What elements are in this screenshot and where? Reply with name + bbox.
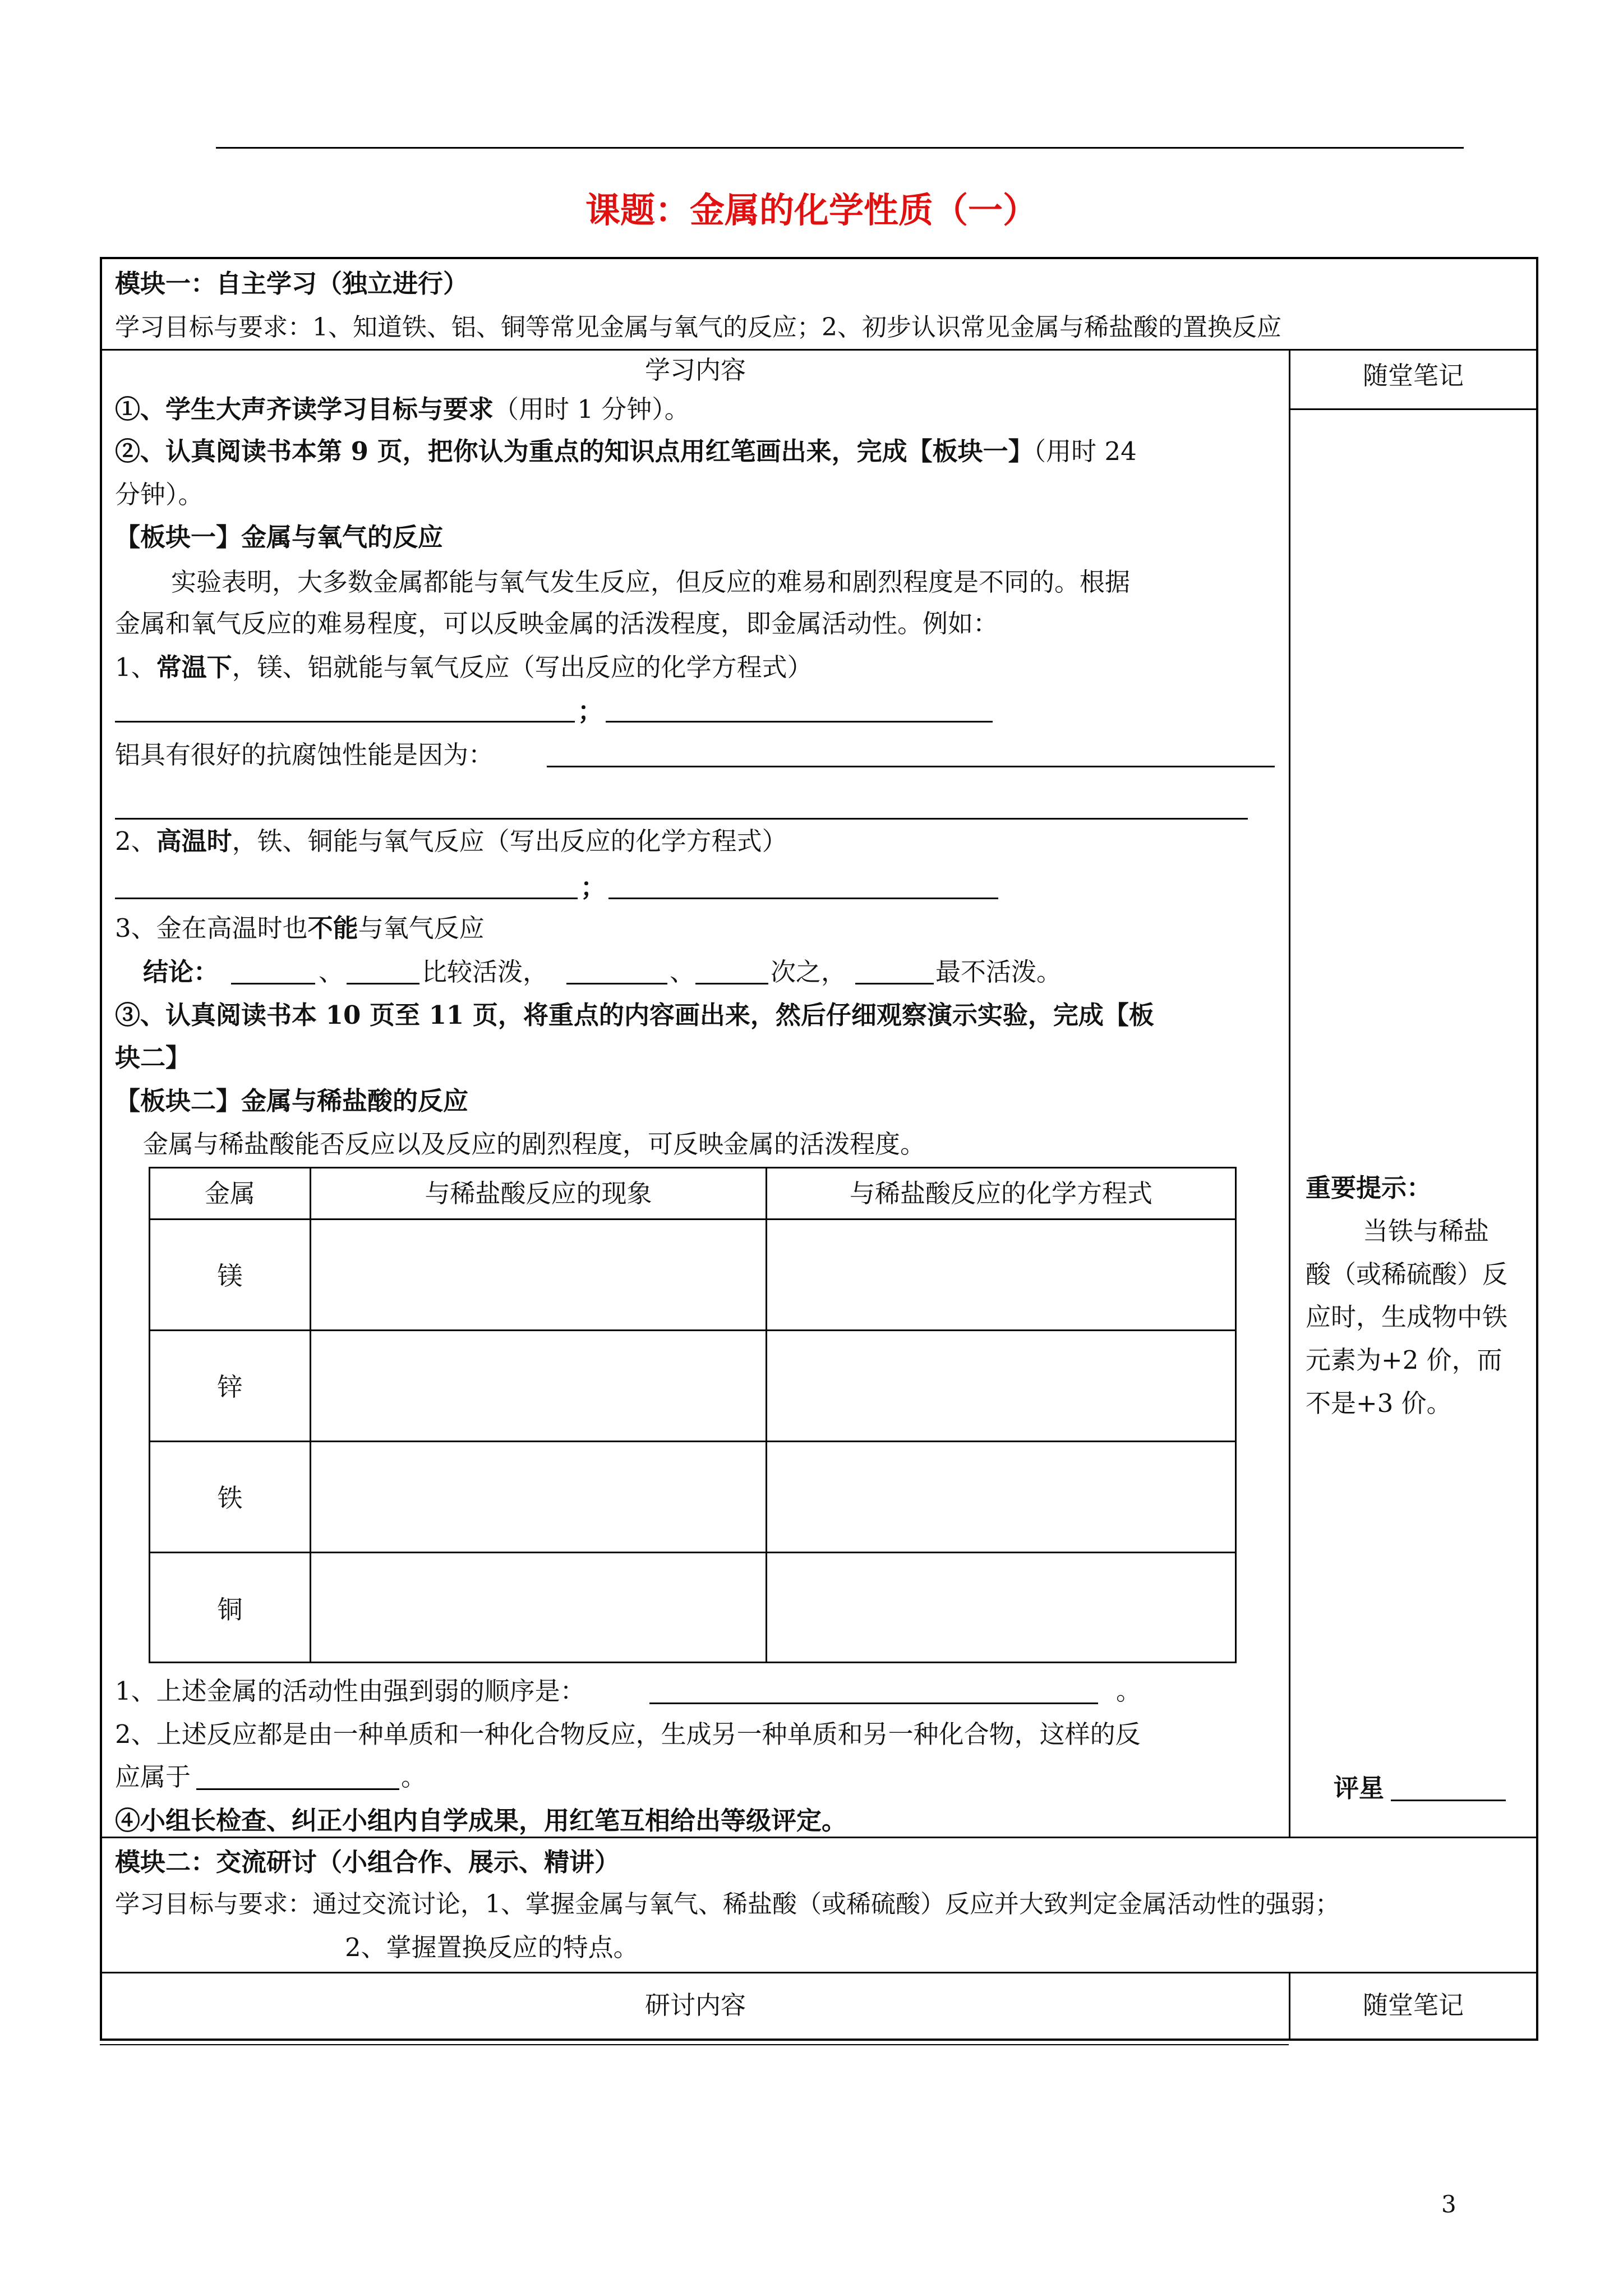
reaction-table-col-1: [310, 1167, 311, 1663]
q2-rest: ，铁、铜能与氧气反应（写出反应的化学方程式）: [232, 826, 787, 856]
conclusion-blank-3[interactable]: [566, 983, 667, 984]
module2-goal-1: 学习目标与要求：通过交流讨论，1、掌握金属与氧气、稀盐酸（或稀硫酸）反应并大致判定金属活动性的强弱；: [115, 1890, 1340, 1918]
q2-bold: 高温时: [156, 826, 232, 856]
module2-column-content: 研讨内容: [644, 1990, 746, 2020]
conclusion-sep-1: 、: [319, 957, 344, 987]
conclusion-blank-5[interactable]: [855, 983, 934, 984]
tip-title: 重要提示：: [1306, 1173, 1432, 1203]
after-question-2: 2、上述反应都是由一种单质和一种化合物反应，生成另一种单质和另一种化合物，这样的反: [115, 1719, 1141, 1749]
conclusion-blank-1[interactable]: [231, 983, 315, 984]
block1-para1: 实验表明，大多数金属都能与氧气发生反应，但反应的难易和剧烈程度是不同的。根据: [171, 567, 1131, 597]
table-row-copper: 铜: [217, 1595, 243, 1625]
module2-header: 模块二：交流研讨（小组合作、展示、精讲）: [115, 1847, 620, 1877]
q2-answer-blank-1[interactable]: [115, 898, 578, 899]
al-reason-blank-2[interactable]: [115, 818, 1248, 820]
column-header-content: 学习内容: [644, 355, 746, 385]
block1-para2: 金属和氧气反应的难易程度，可以反映金属的活泼程度，即金属活动性。例如：: [115, 609, 999, 638]
module1-goal-divider: [100, 349, 1538, 351]
page-title: 课题：金属的化学性质（一）: [585, 190, 1038, 231]
conclusion-text-3: 最不活泼。: [935, 957, 1062, 987]
table-top-border: [100, 257, 1538, 259]
reaction-table-row-1: [149, 1329, 1237, 1331]
module1-header: 模块一：自主学习（独立进行）: [115, 269, 469, 298]
step1-bold: ①、学生大声齐读学习目标与要求: [115, 394, 494, 424]
table-row-iron: 铁: [217, 1483, 243, 1513]
conclusion-label: 结论：: [143, 957, 219, 987]
tip-line-3: 应时，生成物中铁: [1306, 1302, 1508, 1332]
q1-num: 1、: [115, 652, 156, 682]
step3: ③、认真阅读书本 10 页至 11 页，将重点的内容画出来，然后仔细观察演示实验，完成【板: [115, 1000, 1154, 1030]
reaction-table: [149, 1167, 1237, 1663]
conclusion-blank-4[interactable]: [695, 983, 768, 984]
table-bottom-border: [100, 2039, 1538, 2041]
block2-title: 【板块二】金属与稀盐酸的反应: [115, 1086, 469, 1116]
block1-title: 【板块一】金属与氧气的反应: [115, 522, 444, 552]
reaction-table-col-2: [766, 1167, 767, 1663]
q2-num: 2、: [115, 826, 156, 856]
module2-goal-divider: [100, 1972, 1538, 1973]
rating-blank[interactable]: [1391, 1800, 1506, 1801]
question2: [115, 825, 787, 858]
q1-answer-blank-1[interactable]: [115, 721, 575, 723]
conclusion-blank-2[interactable]: [347, 983, 419, 984]
reaction-table-row-0: [149, 1218, 1237, 1220]
table-row-magnesium: 镁: [217, 1261, 243, 1291]
notes-column-divider: [1289, 349, 1290, 1837]
notes-header-divider: [1289, 408, 1538, 410]
after-question-2-end: 。: [401, 1762, 427, 1792]
q1-rest: ，镁、铝就能与氧气反应（写出反应的化学方程式）: [232, 652, 813, 682]
q3-rest: 与氧气反应: [358, 913, 485, 943]
table-bottom-border-extra: [100, 2044, 1289, 2045]
reaction-table-row-3: [149, 1552, 1237, 1553]
header-rule: [216, 147, 1464, 149]
al-reason-blank[interactable]: [547, 766, 1275, 767]
al-reason-label: 铝具有很好的抗腐蚀性能是因为：: [115, 740, 494, 770]
tip-line-4: 元素为+2 价，而: [1306, 1345, 1502, 1375]
after-question-2-cont: 应属于: [115, 1762, 191, 1792]
step4: ④小组长检查、纠正小组内自学成果，用红笔互相给出等级评定。: [115, 1806, 847, 1835]
reaction-table-row-2: [149, 1441, 1237, 1442]
question3: [115, 912, 485, 945]
module2-divider: [100, 1837, 1538, 1838]
rating-label: 评星: [1334, 1773, 1385, 1803]
q3-pre: 3、金在高温时也: [115, 913, 308, 943]
step2-rest: （用时 24: [1033, 436, 1137, 466]
q3-bold: 不能: [307, 913, 358, 943]
module2-goal-2: 2、掌握置换反应的特点。: [345, 1932, 639, 1962]
tip-line-5: 不是+3 价。: [1306, 1388, 1452, 1418]
table-header-metal: 金属: [204, 1179, 255, 1208]
conclusion-sep-2: 、: [670, 957, 695, 987]
step2-bold: ②、认真阅读书本第 9 页，把你认为重点的知识点用红笔画出来，完成【板块一】: [115, 436, 1034, 466]
table-header-phenomenon: 与稀盐酸反应的现象: [425, 1179, 652, 1208]
column-header-notes: 随堂笔记: [1362, 361, 1464, 390]
conclusion-text-2: 次之，: [771, 957, 847, 987]
after-question-1-end: 。: [1116, 1676, 1142, 1706]
after-question-1: 1、上述金属的活动性由强到弱的顺序是：: [115, 1676, 585, 1706]
module2-column-notes: 随堂笔记: [1362, 1990, 1464, 2020]
table-left-border: [100, 257, 102, 2041]
tip-line-2: 酸（或稀硫酸）反: [1306, 1259, 1508, 1289]
q1-bold: 常温下: [156, 652, 232, 682]
reaction-type-blank[interactable]: [196, 1788, 399, 1790]
step1-rest: （用时 1 分钟）。: [494, 394, 690, 424]
tip-line-1: 当铁与稀盐: [1363, 1216, 1490, 1246]
activity-order-blank[interactable]: [649, 1703, 1098, 1704]
conclusion-text-1: 比较活泼，: [422, 957, 548, 987]
step3-cont: 块二】: [115, 1043, 191, 1073]
q1-answer-blank-2[interactable]: [606, 721, 993, 723]
step2: [115, 435, 1137, 468]
q1-semicolon: ；: [578, 696, 603, 726]
q2-semicolon: ；: [580, 872, 606, 902]
table-row-zinc: 锌: [217, 1372, 243, 1402]
table-header-equation: 与稀盐酸反应的化学方程式: [849, 1179, 1152, 1208]
module1-goal: 学习目标与要求：1、知道铁、铝、铜等常见金属与氧气的反应；2、初步认识常见金属与稀盐酸的置换反应: [115, 313, 1281, 342]
block2-intro: 金属与稀盐酸能否反应以及反应的剧烈程度，可反映金属的活泼程度。: [143, 1129, 926, 1159]
question1: [115, 651, 813, 684]
step1: [115, 393, 690, 426]
page-number: 3: [1441, 2191, 1456, 2218]
q2-answer-blank-2[interactable]: [608, 898, 998, 899]
table-right-border: [1536, 257, 1538, 2041]
step2-cont: 分钟）。: [115, 480, 204, 509]
